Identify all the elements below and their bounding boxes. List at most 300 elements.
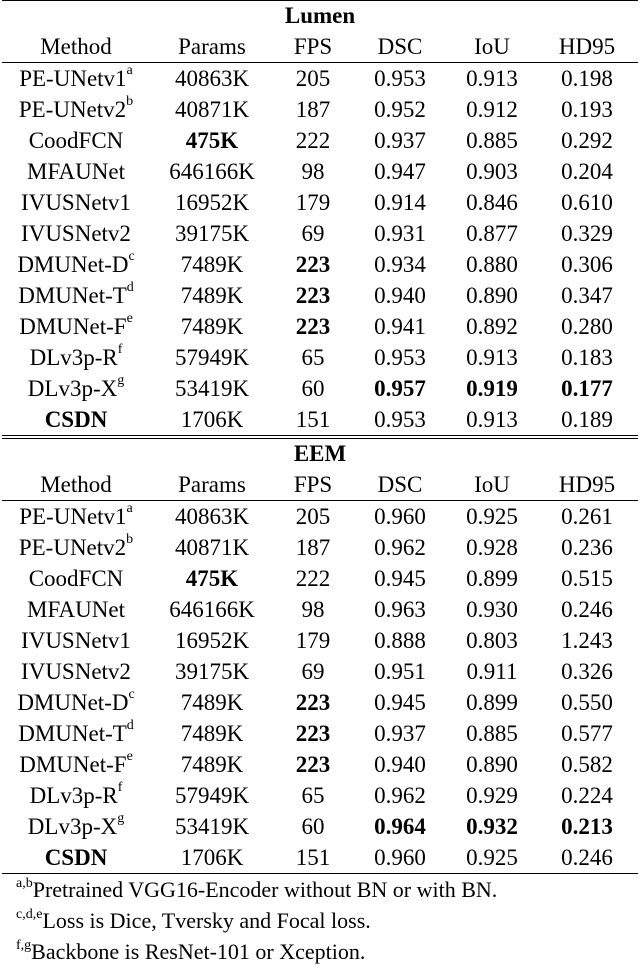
footnote-marker: f: [117, 342, 123, 358]
dsc-value: 0.914: [374, 190, 426, 215]
method-cell: [2, 811, 150, 842]
fps-cell: [274, 373, 352, 404]
dsc-value: 0.931: [374, 221, 426, 246]
dsc-value: 0.957: [374, 376, 426, 401]
fps-value: 179: [295, 628, 331, 653]
fps-cell: [274, 532, 352, 563]
params-cell: [150, 280, 274, 311]
params-value: 7489K: [180, 690, 244, 715]
fps-value: 179: [295, 190, 331, 215]
iou-value: 0.899: [466, 566, 518, 591]
params-cell: [150, 625, 274, 656]
column-header: Method: [2, 469, 150, 501]
method-value: DMUNet-D: [17, 690, 129, 715]
hd95-value: 0.610: [561, 190, 613, 215]
iou-value: 0.925: [466, 845, 518, 870]
method-cell: [2, 125, 150, 156]
hd95-value: 0.198: [561, 66, 613, 91]
dsc-cell: [352, 342, 448, 373]
fps-cell: [274, 280, 352, 311]
fps-value: 223: [295, 721, 331, 746]
iou-value: 0.890: [466, 752, 518, 777]
dsc-cell: [352, 780, 448, 811]
iou-cell: [448, 563, 536, 594]
dsc-value: 0.960: [374, 504, 426, 529]
table-row: [2, 404, 638, 437]
fps-value: 98: [301, 597, 325, 622]
footnote-marker: f,g: [16, 937, 32, 953]
iou-cell: [448, 63, 536, 95]
hd95-cell: [536, 718, 638, 749]
hd95-cell: [536, 342, 638, 373]
method-value: PE-UNetv1: [19, 504, 127, 529]
table-row: [2, 280, 638, 311]
hd95-value: 0.306: [561, 252, 613, 277]
fps-cell: [274, 404, 352, 437]
hd95-cell: [536, 218, 638, 249]
iou-value: 0.911: [466, 659, 518, 684]
column-header: IoU: [448, 469, 536, 501]
params-value: 57949K: [174, 345, 250, 370]
table-row: [2, 218, 638, 249]
dsc-value: 0.953: [374, 345, 426, 370]
params-value: 7489K: [180, 752, 244, 777]
hd95-value: 0.329: [561, 221, 613, 246]
method-value: IVUSNetv2: [21, 221, 131, 246]
hd95-value: 0.189: [561, 407, 613, 432]
dsc-cell: [352, 501, 448, 533]
hd95-cell: [536, 156, 638, 187]
table-row: [2, 125, 638, 156]
fps-value: 187: [295, 97, 331, 122]
fps-cell: [274, 811, 352, 842]
dsc-cell: [352, 280, 448, 311]
params-cell: [150, 249, 274, 280]
iou-cell: [448, 625, 536, 656]
table-row: [2, 656, 638, 687]
fps-cell: [274, 563, 352, 594]
dsc-value: 0.945: [374, 690, 426, 715]
method-cell: [2, 842, 150, 874]
hd95-value: 0.577: [561, 721, 613, 746]
hd95-value: 0.177: [561, 376, 613, 401]
hd95-value: 0.515: [561, 566, 613, 591]
params-cell: [150, 218, 274, 249]
params-cell: [150, 125, 274, 156]
footnote-text: Backbone is ResNet-101 or Xception.: [31, 939, 366, 964]
footnote-marker: d: [126, 280, 134, 296]
hd95-cell: [536, 532, 638, 563]
params-cell: [150, 63, 274, 95]
fps-value: 223: [295, 690, 331, 715]
column-header-row: [2, 31, 638, 63]
hd95-value: 0.347: [561, 283, 613, 308]
params-value: 7489K: [180, 252, 244, 277]
fps-cell: [274, 218, 352, 249]
table-row: [2, 342, 638, 373]
params-value: 40863K: [174, 504, 250, 529]
footnote-marker: c: [128, 687, 135, 703]
iou-value: 0.877: [466, 221, 518, 246]
table-row: [2, 594, 638, 625]
fps-value: 205: [295, 66, 331, 91]
method-value: DMUNet-D: [17, 252, 129, 277]
hd95-value: 0.326: [561, 659, 613, 684]
dsc-value: 0.964: [374, 814, 426, 839]
iou-value: 0.892: [466, 314, 518, 339]
params-cell: [150, 811, 274, 842]
method-value: CoodFCN: [28, 128, 124, 153]
table-row: [2, 687, 638, 718]
method-cell: [2, 656, 150, 687]
iou-value: 0.913: [466, 407, 518, 432]
footnote-marker: g: [117, 811, 125, 827]
hd95-value: 0.236: [561, 535, 613, 560]
params-value: 7489K: [180, 314, 244, 339]
method-value: PE-UNetv1: [19, 66, 127, 91]
hd95-value: 0.246: [561, 845, 613, 870]
table-row: [2, 749, 638, 780]
dsc-value: 0.934: [374, 252, 426, 277]
dsc-cell: [352, 749, 448, 780]
iou-value: 0.803: [466, 628, 518, 653]
dsc-cell: [352, 373, 448, 404]
column-header: FPS: [274, 469, 352, 501]
method-cell: [2, 404, 150, 437]
dsc-cell: [352, 94, 448, 125]
dsc-value: 0.953: [374, 407, 426, 432]
table-row: [2, 94, 638, 125]
iou-cell: [448, 532, 536, 563]
method-value: MFAUNet: [27, 159, 125, 184]
fps-cell: [274, 187, 352, 218]
method-cell: [2, 63, 150, 95]
dsc-cell: [352, 249, 448, 280]
hd95-value: 0.261: [561, 504, 613, 529]
dsc-cell: [352, 187, 448, 218]
method-value: PE-UNetv2: [18, 97, 127, 122]
section-title-row: [2, 437, 638, 469]
method-cell: [2, 718, 150, 749]
params-cell: [150, 594, 274, 625]
fps-cell: [274, 342, 352, 373]
dsc-cell: [352, 218, 448, 249]
dsc-value: 0.951: [374, 659, 426, 684]
iou-cell: [448, 501, 536, 533]
iou-cell: [448, 842, 536, 874]
method-value: MFAUNet: [27, 597, 125, 622]
params-value: 475K: [185, 566, 239, 591]
method-value: IVUSNetv1: [21, 190, 131, 215]
iou-value: 0.912: [466, 97, 518, 122]
footnote-marker: c,d,e: [16, 906, 43, 922]
fps-value: 223: [295, 252, 331, 277]
params-value: 40871K: [174, 97, 250, 122]
params-cell: [150, 501, 274, 533]
params-cell: [150, 342, 274, 373]
params-cell: [150, 156, 274, 187]
hd95-cell: [536, 656, 638, 687]
dsc-value: 0.963: [374, 597, 426, 622]
table-row: [2, 373, 638, 404]
iou-cell: [448, 404, 536, 437]
footnote-marker: a: [126, 501, 133, 517]
results-table: [2, 0, 638, 874]
method-value: DMUNet-F: [19, 314, 127, 339]
method-cell: [2, 501, 150, 533]
fps-value: 65: [301, 345, 325, 370]
method-cell: [2, 156, 150, 187]
dsc-cell: [352, 625, 448, 656]
params-value: 646166K: [169, 159, 255, 184]
hd95-cell: [536, 187, 638, 218]
fps-cell: [274, 94, 352, 125]
fps-value: 223: [295, 314, 331, 339]
iou-value: 0.890: [466, 283, 518, 308]
method-value: IVUSNetv2: [21, 659, 131, 684]
dsc-cell: [352, 63, 448, 95]
table-row: [2, 532, 638, 563]
method-value: DMUNet-T: [18, 721, 127, 746]
iou-cell: [448, 280, 536, 311]
iou-value: 0.928: [466, 535, 518, 560]
params-value: 53419K: [174, 376, 250, 401]
method-value: DLv3p-X: [27, 814, 118, 839]
params-value: 16952K: [174, 628, 250, 653]
method-cell: [2, 563, 150, 594]
iou-cell: [448, 749, 536, 780]
hd95-cell: [536, 563, 638, 594]
footnote-marker: e: [126, 311, 133, 327]
params-value: 53419K: [174, 814, 250, 839]
dsc-value: 0.888: [374, 628, 426, 653]
params-value: 475K: [185, 128, 239, 153]
footnote: [16, 874, 638, 905]
iou-cell: [448, 94, 536, 125]
iou-value: 0.913: [466, 345, 518, 370]
table-row: [2, 780, 638, 811]
dsc-cell: [352, 532, 448, 563]
footnote-text: Pretrained VGG16-Encoder without BN or with BN.: [32, 877, 498, 902]
hd95-value: 0.246: [561, 597, 613, 622]
dsc-cell: [352, 156, 448, 187]
column-header: HD95: [536, 469, 638, 501]
params-value: 16952K: [174, 190, 250, 215]
iou-cell: [448, 187, 536, 218]
column-header: Method: [2, 31, 150, 63]
fps-cell: [274, 125, 352, 156]
table-row: [2, 249, 638, 280]
method-value: DLv3p-X: [27, 376, 118, 401]
dsc-value: 0.940: [374, 752, 426, 777]
params-cell: [150, 780, 274, 811]
iou-value: 0.932: [466, 814, 518, 839]
method-value: CoodFCN: [28, 566, 124, 591]
table-row: [2, 842, 638, 874]
iou-cell: [448, 311, 536, 342]
fps-cell: [274, 501, 352, 533]
footnote-marker: b: [126, 532, 134, 548]
column-header: HD95: [536, 31, 638, 63]
table-row: [2, 625, 638, 656]
params-value: 39175K: [174, 221, 250, 246]
fps-value: 205: [295, 504, 331, 529]
iou-value: 0.903: [466, 159, 518, 184]
table-row: [2, 187, 638, 218]
dsc-cell: [352, 311, 448, 342]
dsc-cell: [352, 718, 448, 749]
fps-value: 65: [301, 783, 325, 808]
params-value: 7489K: [180, 283, 244, 308]
footnote-marker: d: [126, 718, 134, 734]
method-value: DMUNet-T: [18, 283, 127, 308]
section-title-row: [2, 1, 638, 32]
iou-cell: [448, 125, 536, 156]
results-table-body: [2, 1, 638, 874]
column-header: DSC: [352, 31, 448, 63]
method-value: CSDN: [44, 845, 108, 870]
fps-value: 222: [295, 566, 331, 591]
params-value: 1706K: [180, 407, 244, 432]
hd95-cell: [536, 842, 638, 874]
iou-value: 0.929: [466, 783, 518, 808]
method-cell: [2, 625, 150, 656]
params-cell: [150, 718, 274, 749]
fps-cell: [274, 749, 352, 780]
iou-cell: [448, 249, 536, 280]
iou-cell: [448, 687, 536, 718]
fps-cell: [274, 594, 352, 625]
hd95-cell: [536, 404, 638, 437]
dsc-value: 0.937: [374, 128, 426, 153]
params-cell: [150, 749, 274, 780]
params-value: 1706K: [180, 845, 244, 870]
fps-value: 151: [295, 845, 331, 870]
fps-value: 151: [295, 407, 331, 432]
params-value: 39175K: [174, 659, 250, 684]
iou-cell: [448, 811, 536, 842]
method-value: DLv3p-R: [29, 345, 118, 370]
hd95-value: 0.204: [561, 159, 613, 184]
method-value: DLv3p-R: [29, 783, 118, 808]
dsc-cell: [352, 687, 448, 718]
fps-cell: [274, 842, 352, 874]
section-title: EEM: [293, 441, 347, 466]
footnotes: [2, 874, 638, 967]
section-title: Lumen: [2, 1, 638, 32]
dsc-cell: [352, 656, 448, 687]
dsc-cell: [352, 404, 448, 437]
hd95-cell: [536, 501, 638, 533]
dsc-cell: [352, 811, 448, 842]
method-cell: [2, 780, 150, 811]
method-value: PE-UNetv2: [18, 535, 127, 560]
table-row: [2, 311, 638, 342]
hd95-cell: [536, 63, 638, 95]
fps-cell: [274, 63, 352, 95]
column-header-row: [2, 469, 638, 501]
dsc-value: 0.940: [374, 283, 426, 308]
hd95-cell: [536, 373, 638, 404]
fps-cell: [274, 311, 352, 342]
footnote-marker: a,b: [16, 875, 33, 891]
fps-value: 60: [301, 814, 325, 839]
dsc-value: 0.947: [374, 159, 426, 184]
method-cell: [2, 311, 150, 342]
footnote-marker: e: [126, 749, 133, 765]
iou-cell: [448, 373, 536, 404]
table-row: [2, 63, 638, 95]
fps-cell: [274, 656, 352, 687]
table-row: [2, 718, 638, 749]
fps-cell: [274, 718, 352, 749]
hd95-value: 0.193: [561, 97, 613, 122]
table-row: [2, 501, 638, 533]
hd95-value: 0.224: [561, 783, 613, 808]
iou-cell: [448, 594, 536, 625]
table-row: [2, 811, 638, 842]
column-header: Params: [150, 469, 274, 501]
column-header: Params: [150, 31, 274, 63]
method-cell: [2, 749, 150, 780]
iou-cell: [448, 718, 536, 749]
params-value: 40863K: [174, 66, 250, 91]
dsc-cell: [352, 842, 448, 874]
dsc-value: 0.937: [374, 721, 426, 746]
params-value: 57949K: [174, 783, 250, 808]
hd95-cell: [536, 280, 638, 311]
dsc-cell: [352, 125, 448, 156]
footnote-text: Loss is Dice, Tversky and Focal loss.: [42, 908, 371, 933]
hd95-value: 0.582: [561, 752, 613, 777]
params-cell: [150, 187, 274, 218]
fps-value: 223: [295, 752, 331, 777]
hd95-cell: [536, 94, 638, 125]
fps-value: 69: [301, 221, 325, 246]
hd95-cell: [536, 311, 638, 342]
iou-value: 0.925: [466, 504, 518, 529]
hd95-value: 1.243: [561, 628, 613, 653]
method-cell: [2, 594, 150, 625]
footnote-marker: c: [128, 249, 135, 265]
footnote-marker: b: [126, 94, 134, 110]
method-cell: [2, 687, 150, 718]
iou-value: 0.930: [466, 597, 518, 622]
hd95-value: 0.280: [561, 314, 613, 339]
iou-cell: [448, 656, 536, 687]
dsc-value: 0.952: [374, 97, 426, 122]
params-value: 40871K: [174, 535, 250, 560]
iou-cell: [448, 342, 536, 373]
dsc-value: 0.945: [374, 566, 426, 591]
hd95-value: 0.213: [561, 814, 613, 839]
hd95-cell: [536, 249, 638, 280]
params-cell: [150, 687, 274, 718]
method-value: CSDN: [44, 407, 108, 432]
hd95-cell: [536, 594, 638, 625]
iou-cell: [448, 156, 536, 187]
dsc-cell: [352, 563, 448, 594]
hd95-cell: [536, 125, 638, 156]
iou-value: 0.899: [466, 690, 518, 715]
footnote-marker: g: [117, 373, 125, 389]
column-header: IoU: [448, 31, 536, 63]
method-cell: [2, 373, 150, 404]
method-cell: [2, 342, 150, 373]
method-cell: [2, 94, 150, 125]
fps-value: 222: [295, 128, 331, 153]
params-cell: [150, 404, 274, 437]
